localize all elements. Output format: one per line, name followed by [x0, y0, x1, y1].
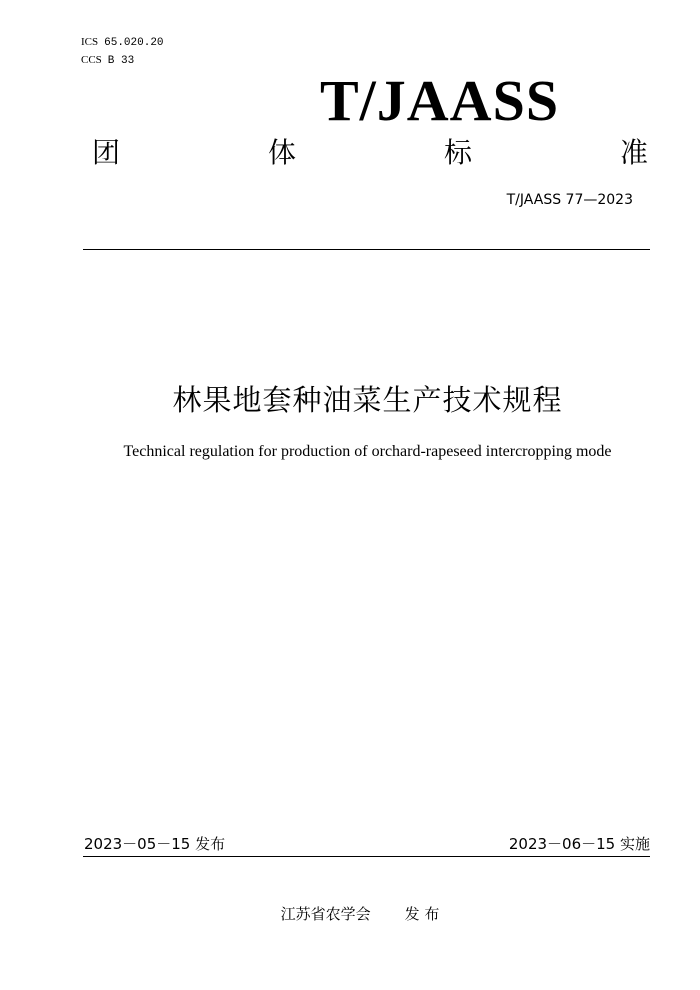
ccs-code: B 33: [107, 55, 135, 67]
standard-type-char: 团: [92, 136, 121, 169]
publisher-line: [0, 904, 700, 924]
standard-type-char: 准: [619, 136, 648, 169]
standard-type-heading: [92, 133, 648, 173]
standard-type-char: 标: [443, 136, 472, 169]
ics-code: 65.020.20: [104, 37, 164, 49]
bottom-divider: [83, 856, 650, 857]
publisher-name: 江苏省农学会: [280, 905, 371, 923]
top-divider: [83, 249, 650, 250]
ics-line: [81, 35, 164, 50]
ccs-line: [81, 53, 134, 68]
standard-number: T/JAASS 77—2023: [506, 192, 633, 208]
implementation-date: 2023－06－15 实施: [508, 835, 650, 853]
title-english: Technical regulation for production of orchard-rapeseed intercropping mode: [123, 443, 612, 460]
title-chinese: 林果地套种油菜生产技术规程: [172, 383, 563, 417]
publisher-action: 发 布: [404, 905, 440, 923]
ccs-label: CCS: [81, 54, 102, 66]
release-date: 2023－05－15 发布: [84, 835, 226, 853]
ics-label: ICS: [81, 36, 99, 48]
organization-mark: T/JAASS: [320, 68, 560, 133]
standard-type-char: 体: [267, 136, 296, 169]
